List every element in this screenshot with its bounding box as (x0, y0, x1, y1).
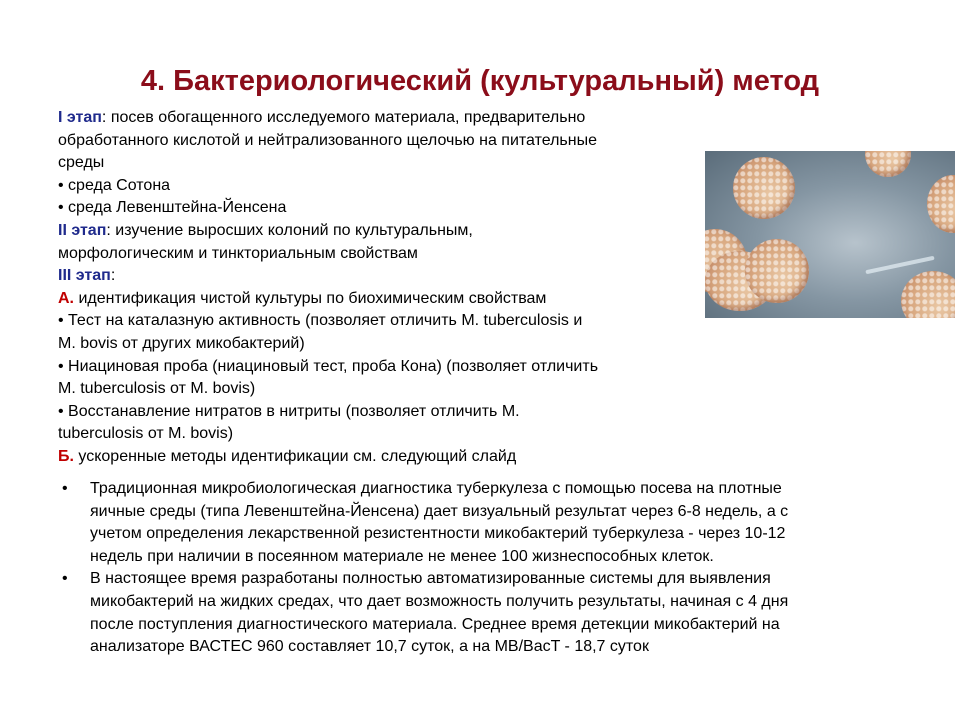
stage1-text-line-2: обработанного кислотой и нейтрализованного щелочью на питательные (58, 131, 597, 149)
stage2-text-line-2: морфологическим и тинкториальным свойствам (58, 244, 418, 262)
stage2-line (58, 220, 698, 243)
medium-item-lowenstein: • среда Левенштейна-Йенсена (58, 199, 287, 217)
note-line: учетом определения лекарственной резистентности микобактерий туберкулеза - через 10-12 (90, 525, 786, 543)
stage3-b-line (58, 446, 698, 469)
stage1-label: I этап (58, 109, 102, 126)
bullet-marker: • (62, 480, 68, 497)
medium-item-sauton: • среда Сотона (58, 176, 171, 194)
stage3-a-line (58, 288, 698, 311)
stage1-text-line-3: среды (58, 154, 105, 172)
note-line: микобактерий на жидких средах, что дает возможность получить результаты, начиная с 4 дня (90, 592, 789, 610)
stage2-label: II этап (58, 221, 107, 239)
stage3-a-letter: А. (58, 289, 74, 307)
note-line: яичные среды (типа Левенштейна-Йенсена) дает визуальный результат через 6-8 недель, а с (90, 502, 789, 520)
stage1-text: : посев обогащенного исследуемого материала, предварительно (101, 109, 586, 126)
note-line: недель при наличии в посеянном материале не менее 100 жизнеспособных клеток. (90, 547, 714, 565)
notes-list (58, 478, 918, 659)
stage3-a-text: идентификация чистой культуры по биохимическим свойствам (74, 289, 547, 307)
colony-shape (733, 157, 795, 219)
colony-shape (927, 175, 955, 233)
stages-block (58, 107, 698, 469)
stage3-suffix: : (110, 267, 116, 285)
test-line-6: tuberculosis от M. bovis) (58, 425, 234, 443)
colony-shape (901, 271, 955, 318)
note-line: Традиционная микробиологическая диагностика туберкулеза с помощью посева на плотные (90, 480, 782, 497)
stage3-b-letter: Б. (58, 447, 74, 465)
test-line-1: • Тест на каталазную активность (позволяет отличить M. tuberculosis и (58, 312, 583, 330)
test-line-4: M. tuberculosis от M. bovis) (58, 380, 256, 398)
bullet-marker: • (62, 570, 68, 588)
note-line: В настоящее время разработаны полностью автоматизированные системы для выявления (90, 570, 771, 588)
note-line: после поступления диагностического материала. Среднее время детекции микобактерий на (90, 615, 780, 633)
note-automated (58, 568, 918, 658)
stage3-b-text: ускоренные методы идентификации см. следующий слайд (73, 447, 517, 465)
note-line: анализаторе ВАСТЕС 960 составляет 10,7 суток, а на MB/BacT - 18,7 суток (90, 638, 649, 656)
colony-shape (865, 151, 911, 177)
test-line-3: • Ниациновая проба (ниациновый тест, проба Кона) (позволяет отличить (58, 357, 599, 375)
stage2-text: : изучение выросших колоний по культуральным, (106, 221, 473, 239)
stage1-line (58, 107, 698, 130)
stage3-line (58, 265, 698, 288)
bacterial-colonies-photo (705, 151, 955, 318)
slide-title: 4. Бактериологический (культуральный) метод (140, 65, 820, 97)
stage3-label: III этап (58, 267, 111, 285)
note-traditional (58, 478, 918, 568)
test-line-5: • Восстанавление нитратов в нитриты (позволяет отличить M. (58, 402, 520, 420)
test-line-2: M. bovis от других микобактерий) (58, 334, 305, 352)
colony-shape (745, 239, 809, 303)
